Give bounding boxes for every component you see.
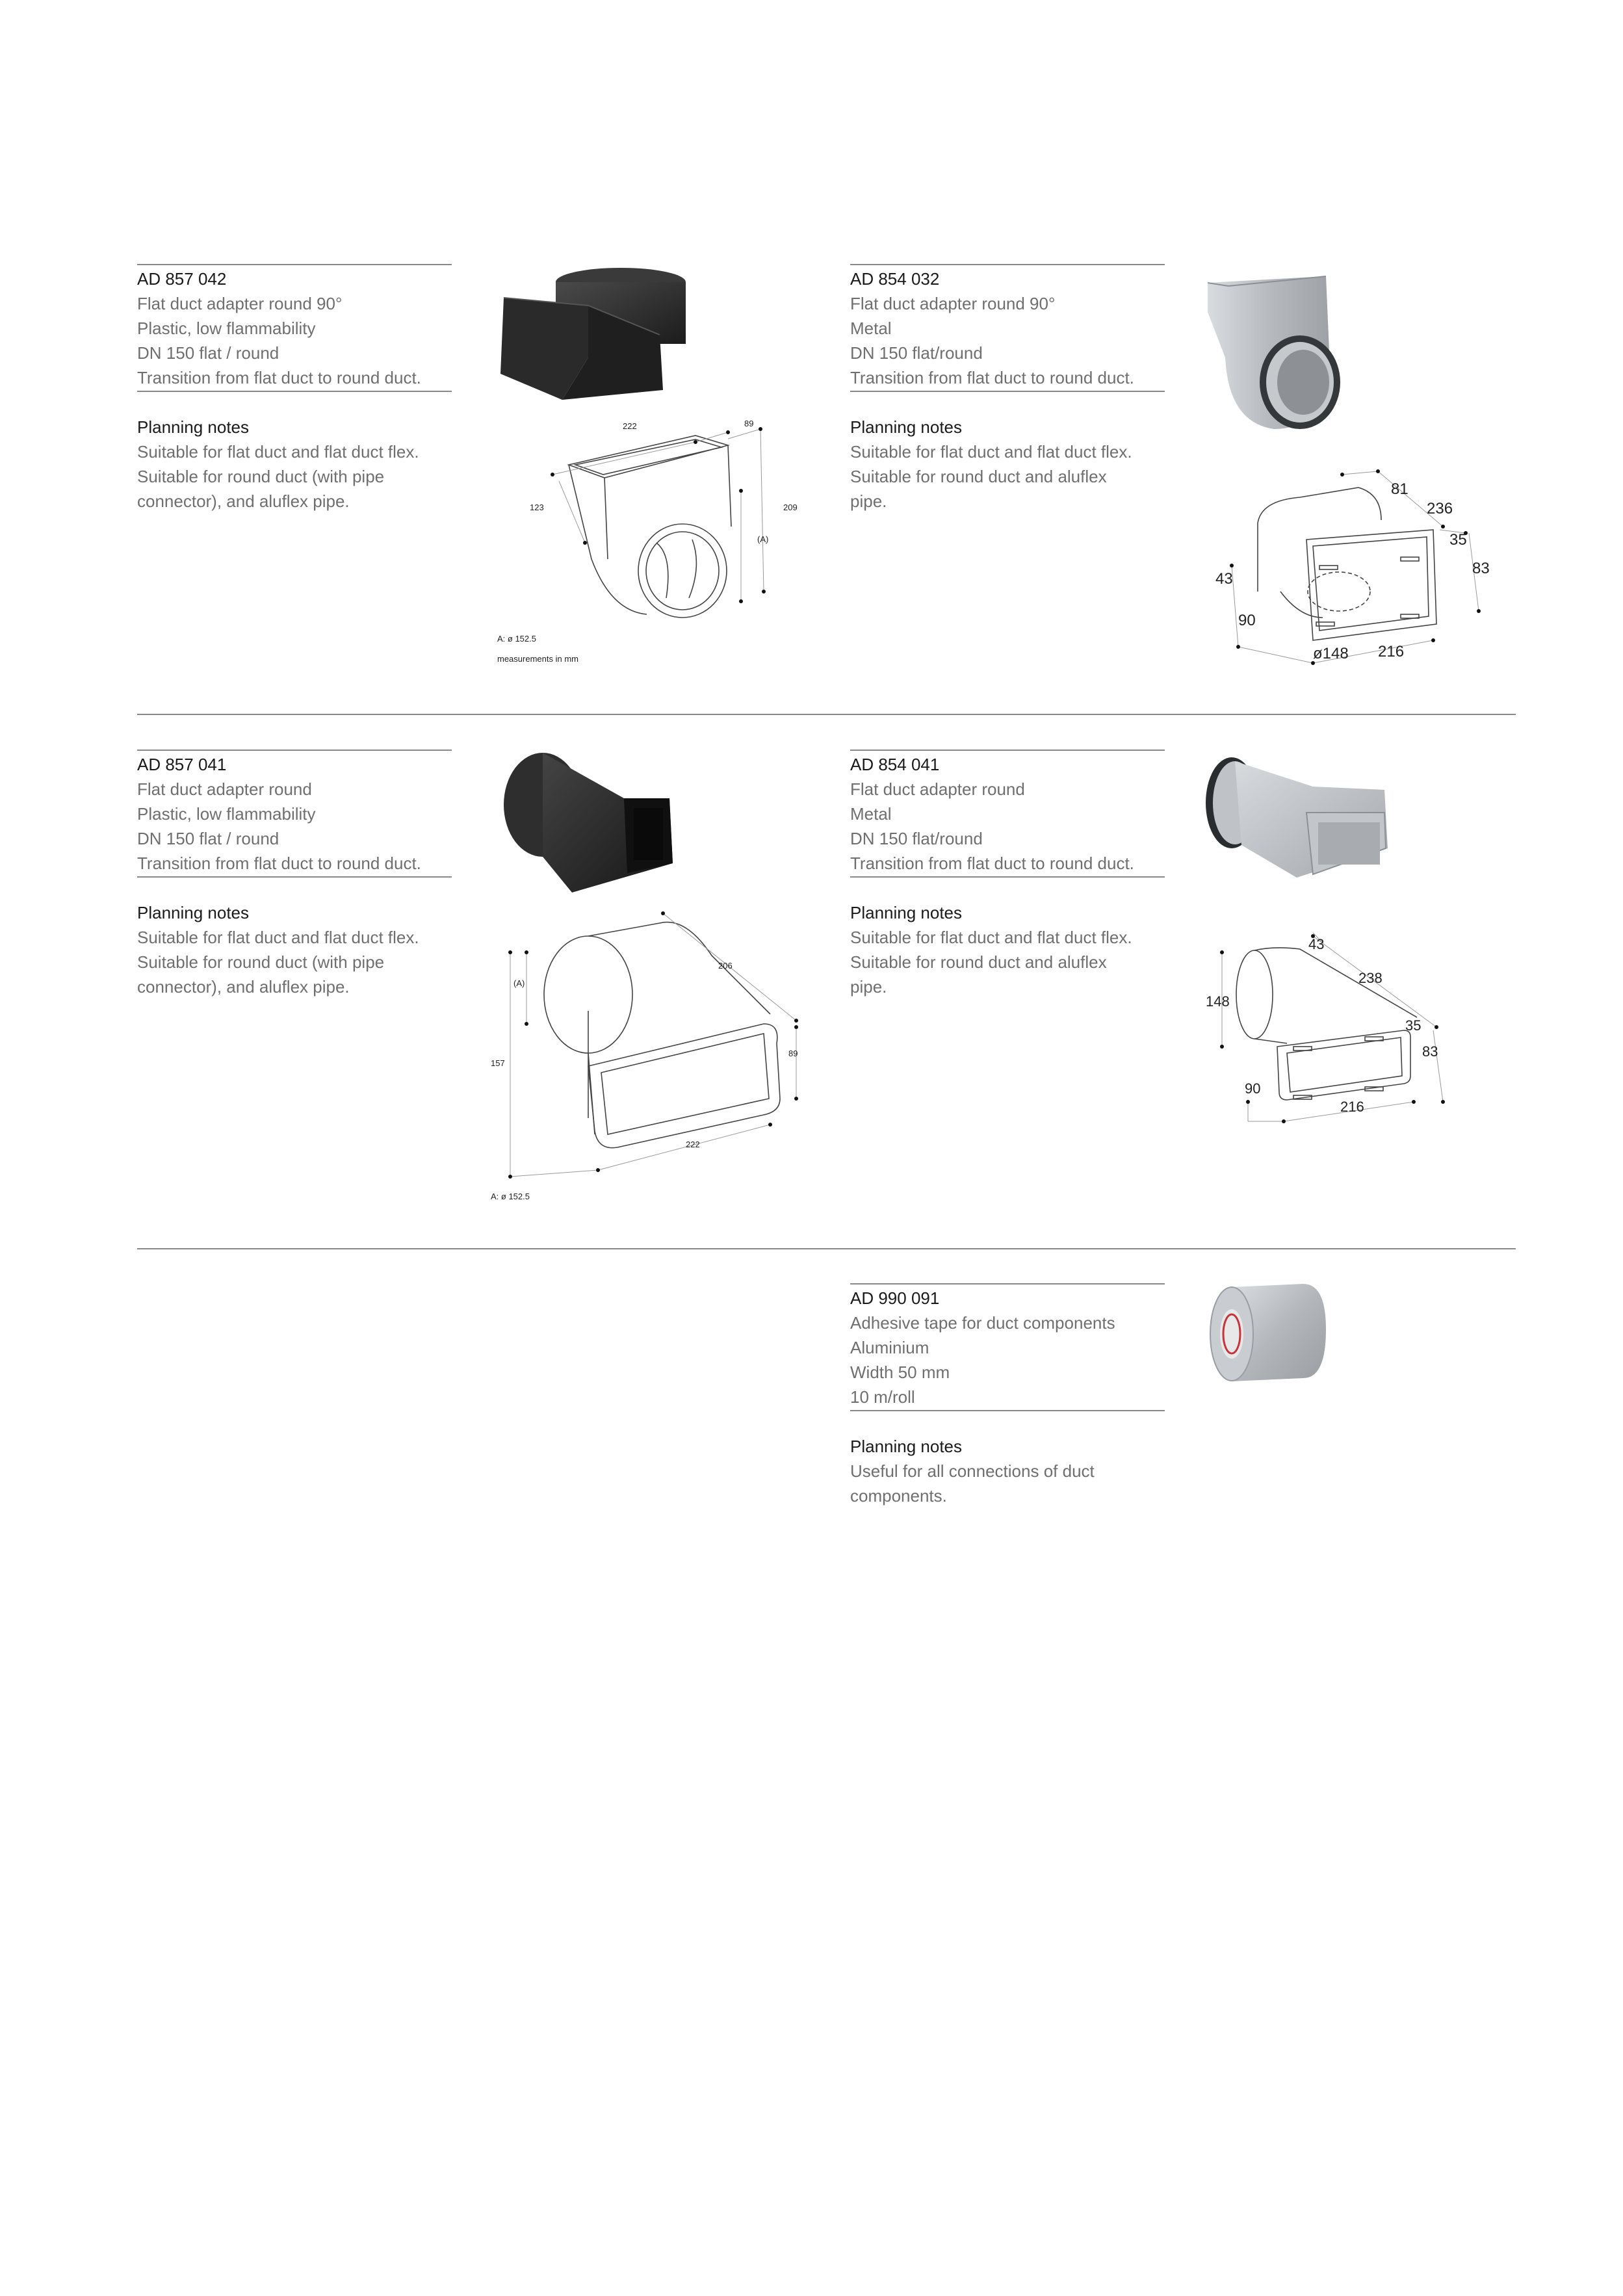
planning-note-line: components. <box>850 1486 947 1506</box>
product-code: AD 857 041 <box>137 750 452 777</box>
dim-label: 90 <box>1245 1080 1261 1097</box>
dim-label: (A) <box>513 978 525 988</box>
dim-label: 238 <box>1358 970 1383 986</box>
product-code: AD 857 042 <box>137 264 452 291</box>
spec-material: Metal <box>850 804 892 824</box>
planning-notes-heading: Planning notes <box>137 417 250 437</box>
planning-note-line: Suitable for flat duct and flat duct flex. <box>137 442 419 462</box>
dim-label: 206 <box>718 961 733 971</box>
spec-material: Metal <box>850 319 892 338</box>
dim-label: 222 <box>686 1140 700 1149</box>
spec-list <box>137 291 452 392</box>
spec-material: Plastic, low flammability <box>137 804 316 824</box>
product-code: AD 854 032 <box>850 264 1165 291</box>
spec-size: DN 150 flat / round <box>137 829 279 848</box>
spec-function: Transition from flat duct to round duct. <box>850 854 1134 873</box>
spec-function: Transition from flat duct to round duct. <box>850 368 1134 387</box>
spec-list <box>850 1311 1165 1411</box>
planning-notes-heading: Planning notes <box>850 417 963 437</box>
planning-note-line: Suitable for round duct (with pipe <box>137 467 385 486</box>
spec-size: DN 150 flat / round <box>137 343 279 363</box>
planning-note-line: Suitable for round duct and aluflex <box>850 467 1107 486</box>
dim-label: 123 <box>530 502 544 512</box>
dim-label: 216 <box>1340 1099 1364 1115</box>
spec-size: Width 50 mm <box>850 1363 950 1382</box>
product-photo-ad854032 <box>1202 273 1352 432</box>
dim-label: 89 <box>788 1049 798 1058</box>
dim-label: 83 <box>1422 1043 1438 1060</box>
planning-note-line: connector), and aluflex pipe. <box>137 977 350 997</box>
planning-note-line: Suitable for round duct and aluflex <box>850 952 1107 972</box>
planning-note-line: Suitable for flat duct and flat duct flex. <box>850 928 1132 947</box>
dim-label: 81 <box>1391 480 1409 498</box>
dim-label: 35 <box>1405 1017 1422 1034</box>
product-photo-ad854041 <box>1202 751 1391 881</box>
planning-note-line: pipe. <box>850 491 887 511</box>
product-code: AD 854 041 <box>850 750 1165 777</box>
section-divider <box>137 714 1516 715</box>
spec-description: Flat duct adapter round 90° <box>137 294 343 313</box>
product-ad854032 <box>850 264 1165 514</box>
dim-label: 43 <box>1215 570 1233 588</box>
spec-length: 10 m/roll <box>850 1387 915 1407</box>
dim-label: 209 <box>783 502 798 512</box>
spec-description: Flat duct adapter round <box>850 779 1025 799</box>
dim-label: 157 <box>491 1058 505 1068</box>
spec-material: Aluminium <box>850 1338 929 1357</box>
dim-label: 148 <box>1206 993 1230 1010</box>
dim-label: 83 <box>1472 560 1490 577</box>
product-photo-ad857041 <box>494 746 676 899</box>
spec-list <box>137 777 452 878</box>
planning-notes-heading: Planning notes <box>850 1437 963 1456</box>
dim-label: 89 <box>744 419 754 428</box>
spec-list <box>850 777 1165 878</box>
section-divider <box>137 1248 1516 1249</box>
planning-note-line: Suitable for flat duct and flat duct flex. <box>850 442 1132 462</box>
dim-label: 35 <box>1449 531 1467 549</box>
spec-description: Flat duct adapter round 90° <box>850 294 1056 313</box>
planning-notes-heading: Planning notes <box>850 903 963 922</box>
product-ad854041 <box>850 750 1165 999</box>
spec-function: Transition from flat duct to round duct. <box>137 368 421 387</box>
dim-label: 236 <box>1427 500 1453 517</box>
spec-size: DN 150 flat/round <box>850 829 983 848</box>
dim-label: ø148 <box>1313 645 1349 662</box>
planning-note-line: Useful for all connections of duct <box>850 1461 1095 1481</box>
dimension-drawing-ad857042 <box>494 403 812 670</box>
dim-label: 216 <box>1378 643 1405 660</box>
product-ad857042 <box>137 264 452 514</box>
product-code: AD 990 091 <box>850 1283 1165 1311</box>
dim-label: 90 <box>1238 612 1256 629</box>
spec-description: Flat duct adapter round <box>137 779 312 799</box>
spec-list <box>850 291 1165 392</box>
product-ad990091 <box>850 1283 1165 1508</box>
spec-description: Adhesive tape for duct components <box>850 1313 1115 1333</box>
planning-note-line: pipe. <box>850 977 887 997</box>
product-photo-ad857042 <box>491 267 692 413</box>
spec-size: DN 150 flat/round <box>850 343 983 363</box>
product-ad857041 <box>137 750 452 999</box>
footnote-units: measurements in mm <box>497 654 578 664</box>
planning-note-line: Suitable for round duct (with pipe <box>137 952 385 972</box>
product-photo-ad990091 <box>1206 1281 1329 1385</box>
dim-label: 43 <box>1308 936 1325 952</box>
dimension-drawing-ad857041 <box>491 904 816 1216</box>
dim-label: (A) <box>757 534 769 544</box>
spec-function: Transition from flat duct to round duct. <box>137 854 421 873</box>
dimension-drawing-ad854041 <box>1202 930 1456 1138</box>
dim-label: 222 <box>623 421 637 431</box>
dimension-drawing-ad854032 <box>1209 468 1495 683</box>
planning-note-line: connector), and aluflex pipe. <box>137 491 350 511</box>
spec-material: Plastic, low flammability <box>137 319 316 338</box>
footnote-diameter: A: ø 152.5 <box>491 1192 530 1201</box>
planning-note-line: Suitable for flat duct and flat duct flex. <box>137 928 419 947</box>
footnote-diameter: A: ø 152.5 <box>497 634 536 644</box>
planning-notes-heading: Planning notes <box>137 903 250 922</box>
